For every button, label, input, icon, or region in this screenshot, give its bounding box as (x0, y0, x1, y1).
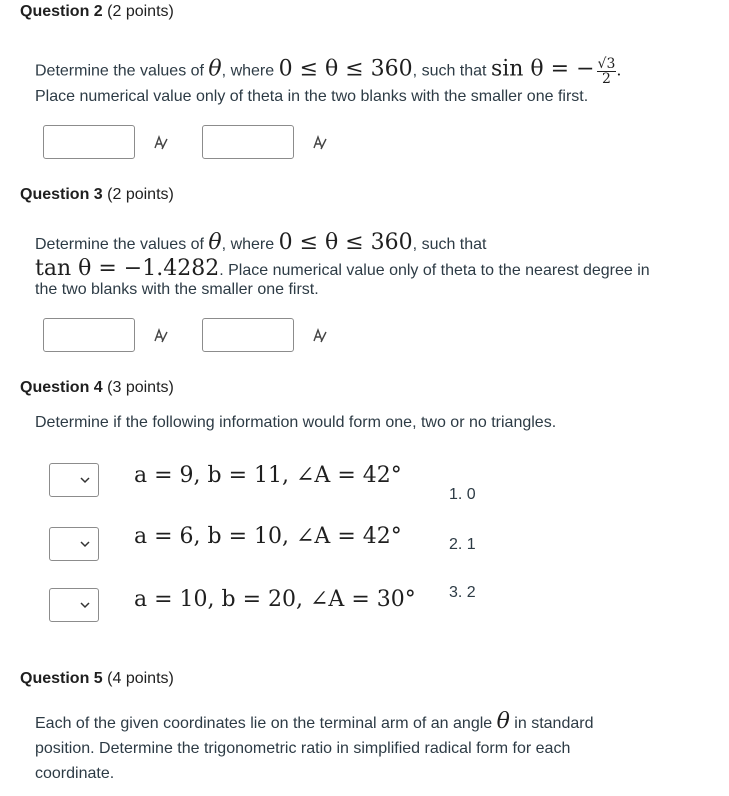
q3-points: (2 points) (107, 186, 174, 203)
q3-prompt-text: Determine the values of (35, 236, 209, 253)
q3-title: Question 3 (20, 186, 103, 203)
equation-editor-icon[interactable] (152, 327, 170, 345)
q4-option-2: 2. 1 (449, 536, 476, 553)
q2-frac-den: 2 (601, 71, 611, 87)
q3-prompt-text-3: , such that (412, 236, 487, 253)
equation-editor-icon[interactable] (152, 134, 170, 152)
q2-frac-num: √3 (597, 56, 616, 72)
q5-line-2: position. Determine the trigonometric ratio in simplified radical form for each (35, 740, 571, 757)
q3-answer-blank-2[interactable] (202, 318, 294, 352)
q4-option-1: 1. 0 (449, 486, 476, 503)
q5-text: Each of the given coordinates lie on the terminal arm of an angle (35, 715, 497, 732)
q2-theta: θ (208, 56, 222, 82)
q4-select-1[interactable] (49, 463, 99, 497)
q2-answer-blank-2[interactable] (202, 125, 294, 159)
q3-prompt (35, 231, 487, 257)
equation-editor-icon[interactable] (311, 327, 329, 345)
q2-prompt-text-3: , such that (412, 62, 491, 80)
chevron-down-icon (80, 477, 90, 484)
q5-line-1 (35, 710, 593, 736)
q4-prompt: Determine if the following information would form one, two or no triangles. (35, 414, 557, 431)
q2-fraction (597, 57, 617, 86)
q3-header (20, 186, 174, 204)
q3-prompt-text-4: . Place numerical value only of theta to the nearest degree in (219, 262, 650, 279)
q5-text-2: in standard (509, 715, 594, 732)
q3-range: 0 ≤ θ ≤ 360 (278, 230, 413, 255)
q2-prompt-text-2: , where (221, 62, 279, 80)
q2-range: 0 ≤ θ ≤ 360 (278, 56, 413, 82)
q3-instruction: the two blanks with the smaller one first. (35, 281, 319, 298)
q5-points: (4 points) (107, 670, 174, 687)
q3-prompt-text-2: , where (221, 236, 279, 253)
q2-title: Question 2 (20, 3, 103, 20)
q2-equation: sin θ = − (490, 56, 595, 82)
q3-answer-blank-1[interactable] (43, 318, 135, 352)
q4-triangle-1: a = 9, b = 11, ∠A = 42° (134, 463, 402, 488)
q2-points: (2 points) (107, 3, 174, 20)
q4-points: (3 points) (107, 379, 174, 396)
q2-instruction: Place numerical value only of theta in the two blanks with the smaller one first. (35, 88, 589, 105)
q4-select-3[interactable] (49, 588, 99, 622)
q3-theta: θ (208, 230, 222, 255)
chevron-down-icon (80, 541, 90, 548)
q2-period: . (616, 60, 622, 80)
q2-prompt-text: Determine the values of (35, 62, 209, 80)
q5-header (20, 670, 174, 688)
q2-answer-blank-1[interactable] (43, 125, 135, 159)
q4-title: Question 4 (20, 379, 103, 396)
q5-title: Question 5 (20, 670, 103, 687)
q5-line-3: coordinate. (35, 765, 115, 782)
q2-header (20, 3, 174, 21)
q3-equation: tan θ = −1.4282 (35, 256, 220, 281)
q5-theta: θ (496, 709, 510, 734)
q4-option-3: 3. 2 (449, 584, 476, 601)
q4-select-2[interactable] (49, 527, 99, 561)
q4-triangle-2: a = 6, b = 10, ∠A = 42° (134, 524, 402, 549)
q2-prompt (35, 57, 621, 86)
q4-triangle-3: a = 10, b = 20, ∠A = 30° (134, 587, 416, 612)
q4-header (20, 379, 174, 397)
equation-editor-icon[interactable] (311, 134, 329, 152)
chevron-down-icon (80, 602, 90, 609)
